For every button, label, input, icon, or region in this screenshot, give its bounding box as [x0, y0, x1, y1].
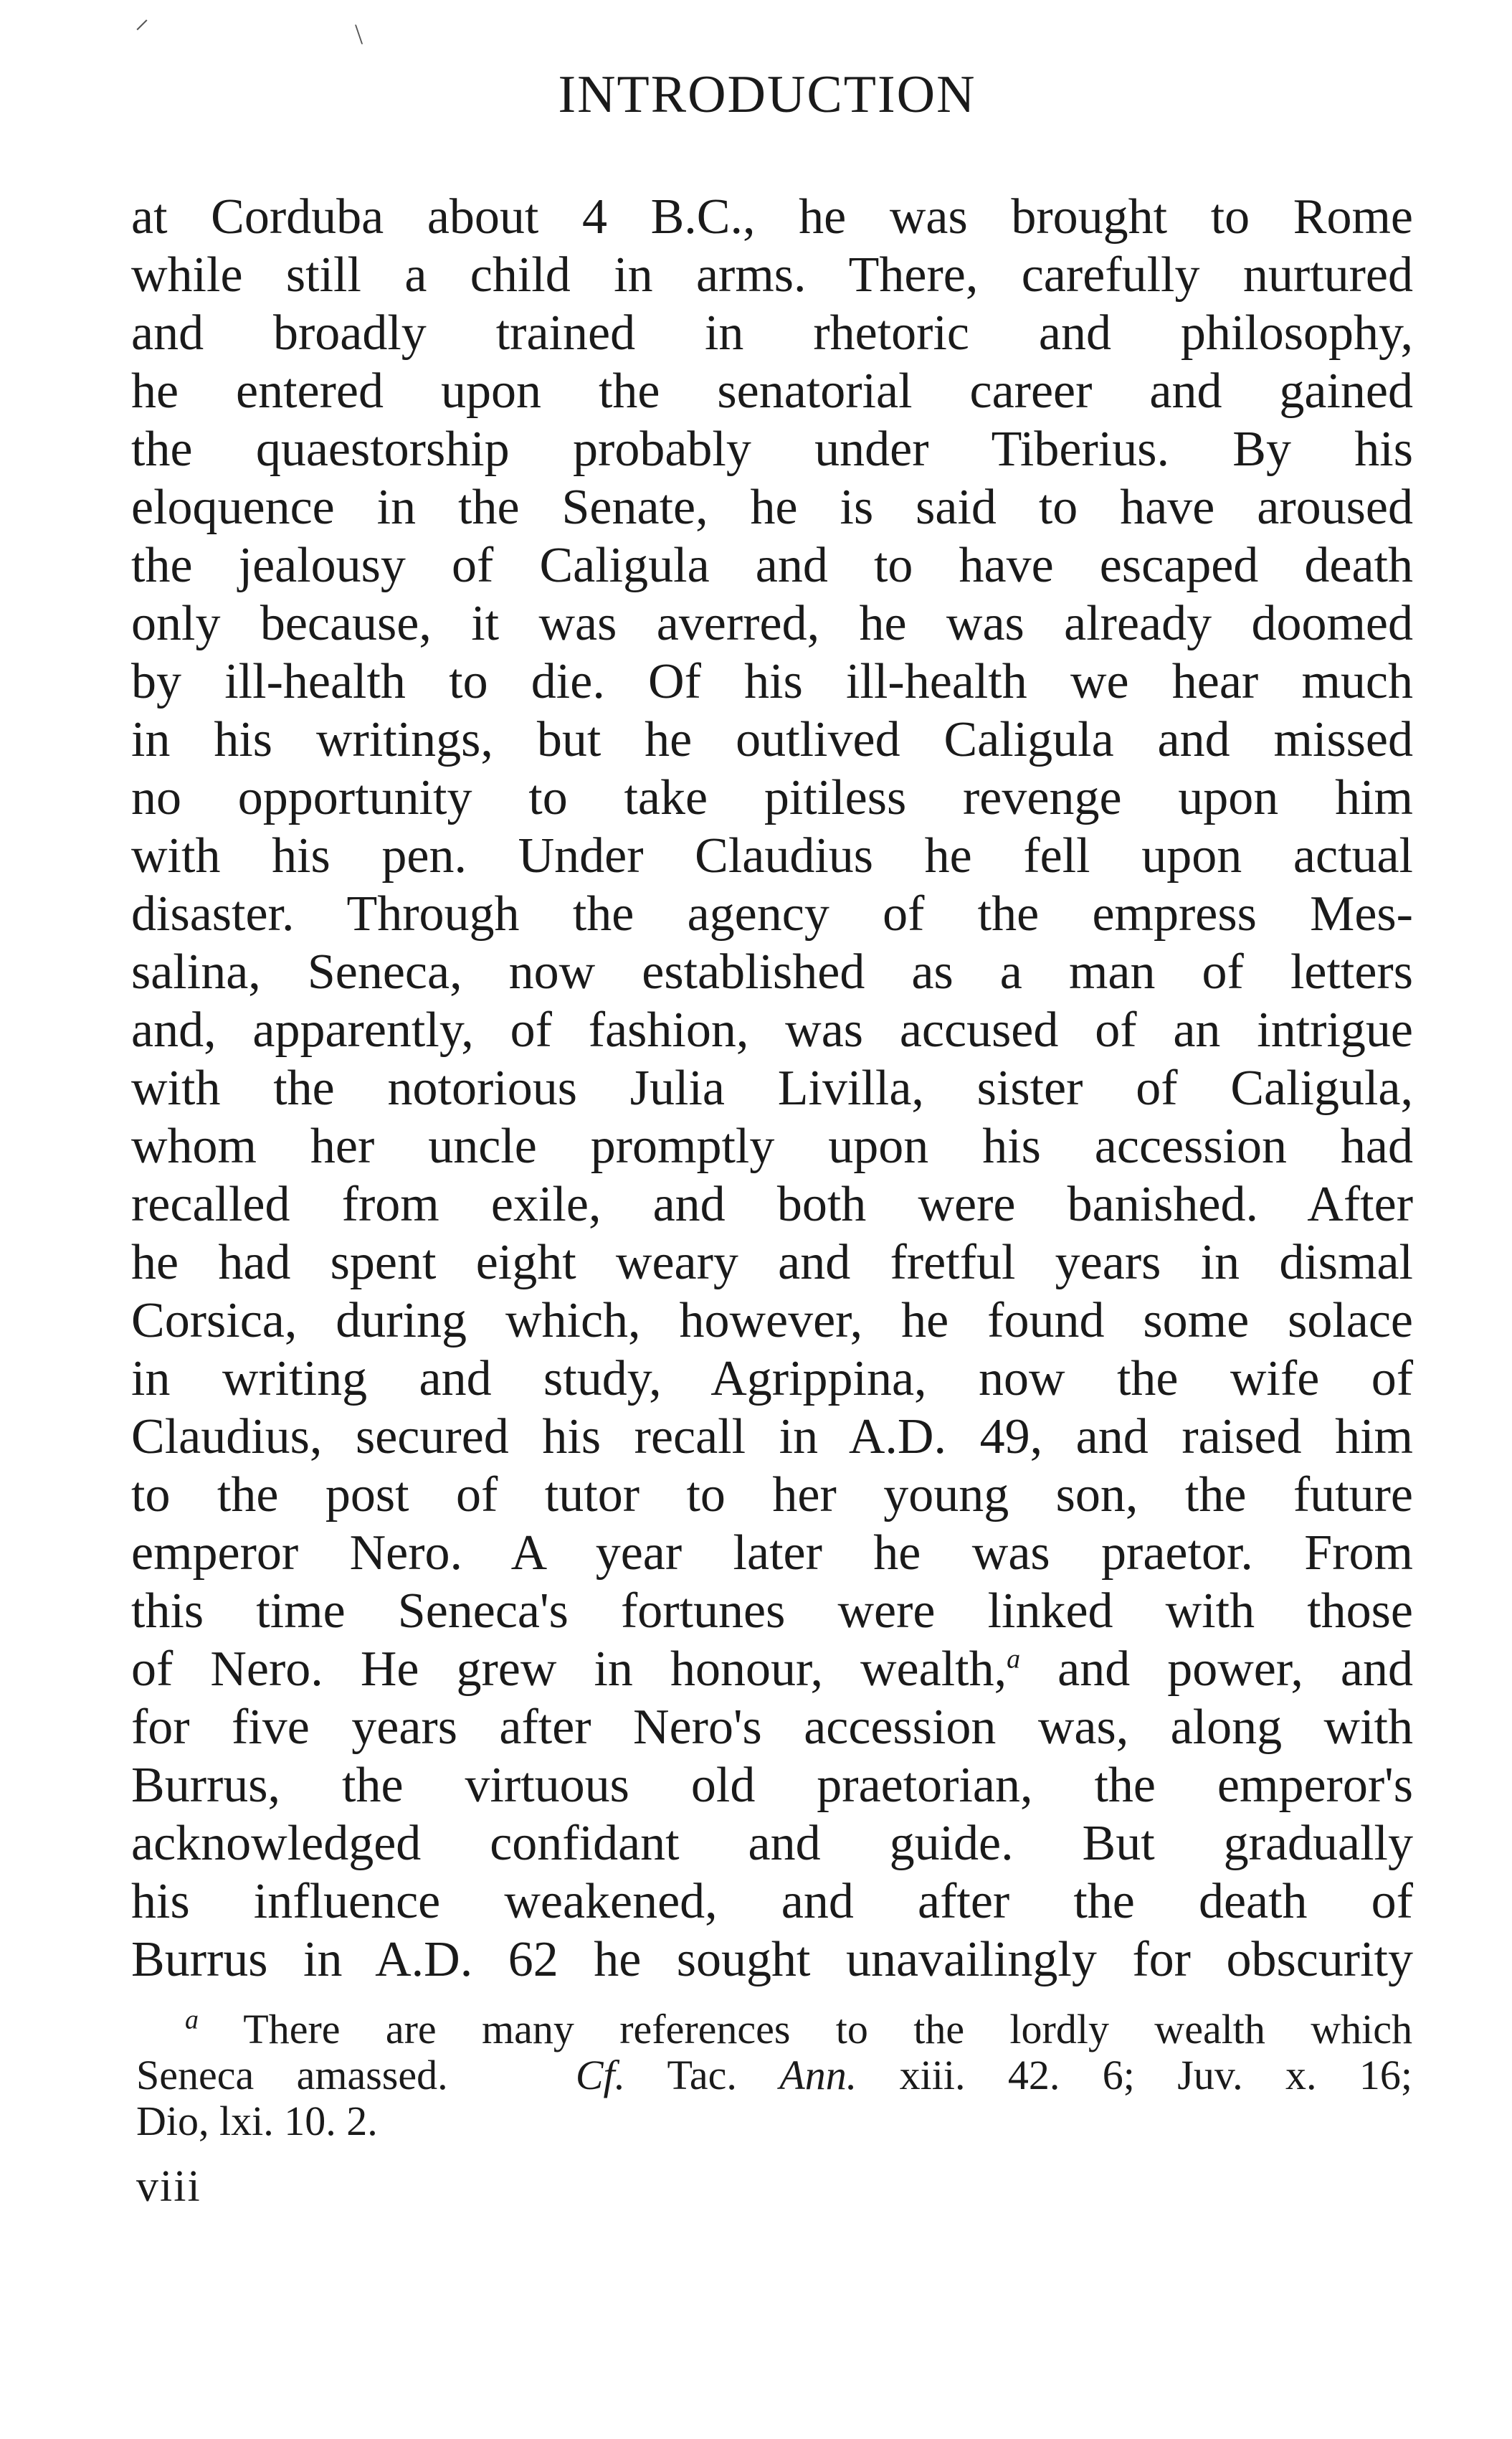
text-line: by ill-health to die. Of his ill-health we hear much	[131, 654, 1413, 709]
footnote	[136, 2004, 1413, 2144]
text-line: for five years after Nero's accession was, along with	[131, 1700, 1413, 1755]
text-line: at Corduba about 4 B.C., he was brought to Rome	[131, 189, 1413, 245]
text-line: Burrus, the virtuous old praetorian, the emperor's	[131, 1758, 1413, 1813]
text-line: eloquence in the Senate, he is said to have aroused	[131, 480, 1413, 535]
text-line: and broadly trained in rhetoric and philosophy,	[131, 306, 1413, 361]
text-line: Burrus in A.D. 62 he sought unavailingly for obscurity	[131, 1932, 1413, 1987]
scan-artifact-mark: ⸝	[135, 2, 149, 34]
footnote-text: Seneca amassed.	[136, 2052, 448, 2098]
scan-artifact-mark: \	[355, 18, 363, 50]
footnote-text: xiii. 42. 6; Juv. x. 16;	[899, 2052, 1413, 2098]
footnote-line: Dio, lxi. 10. 2.	[136, 2098, 378, 2144]
text-line-tail: and power, and	[1020, 1642, 1413, 1697]
text-line: Corsica, during which, however, he found some solace	[131, 1293, 1413, 1348]
text-line: in his writings, but he outlived Caligula and missed	[131, 712, 1413, 767]
footnote-text: There are many references to the lordly wealth which	[243, 2006, 1412, 2052]
text-line: and, apparently, of fashion, was accused of an intrigue	[131, 1003, 1413, 1058]
text-line: with his pen. Under Claudius he fell upon actual	[131, 828, 1413, 884]
text-line: only because, it was averred, he was already doomed	[131, 596, 1413, 651]
text-line: disaster. Through the agency of the empress Mes-	[131, 886, 1413, 942]
text-line: salina, Seneca, now established as a man of letters	[131, 944, 1413, 1000]
text-line-with-footnote-ref	[131, 1640, 1413, 1698]
text-line: no opportunity to take pitiless revenge upon him	[131, 770, 1413, 825]
footnote-text: Tac.	[667, 2052, 737, 2098]
footnote-reference-marker[interactable]: a	[1007, 1644, 1021, 1675]
footnote-italic-ann: Ann.	[779, 2052, 857, 2098]
text-line: whom her uncle promptly upon his accession had	[131, 1119, 1413, 1174]
text-line: emperor Nero. A year later he was praetor. From	[131, 1525, 1413, 1581]
text-line: the jealousy of Caligula and to have escaped death	[131, 538, 1413, 593]
footnote-line	[136, 2052, 1412, 2098]
text-line: Claudius, secured his recall in A.D. 49, and raised him	[131, 1409, 1413, 1464]
text-line: with the notorious Julia Livilla, sister of Caligula,	[131, 1061, 1413, 1116]
text-line: he had spent eight weary and fretful years in dismal	[131, 1235, 1413, 1290]
footnote-line	[136, 2004, 1412, 2052]
text-line-head: of Nero. He grew in honour, wealth,	[131, 1642, 1007, 1697]
text-line: this time Seneca's fortunes were linked with those	[131, 1583, 1413, 1639]
page-number: viii	[136, 2162, 201, 2211]
text-line: in writing and study, Agrippina, now the wife of	[131, 1351, 1413, 1406]
running-header: INTRODUCTION	[558, 65, 976, 124]
text-line: he entered upon the senatorial career and gained	[131, 364, 1413, 419]
text-line: the quaestorship probably under Tiberius. By his	[131, 422, 1413, 477]
footnote-marker: a	[185, 2004, 199, 2035]
text-line: while still a child in arms. There, carefully nurtured	[131, 247, 1413, 303]
footnote-italic-cf: Cf.	[575, 2052, 626, 2098]
text-line: to the post of tutor to her young son, the future	[131, 1467, 1413, 1522]
text-line: his influence weakened, and after the death of	[131, 1874, 1413, 1929]
body-paragraph	[131, 188, 1413, 1989]
text-line: recalled from exile, and both were banished. After	[131, 1177, 1413, 1232]
text-line: acknowledged confidant and guide. But gradually	[131, 1816, 1413, 1871]
